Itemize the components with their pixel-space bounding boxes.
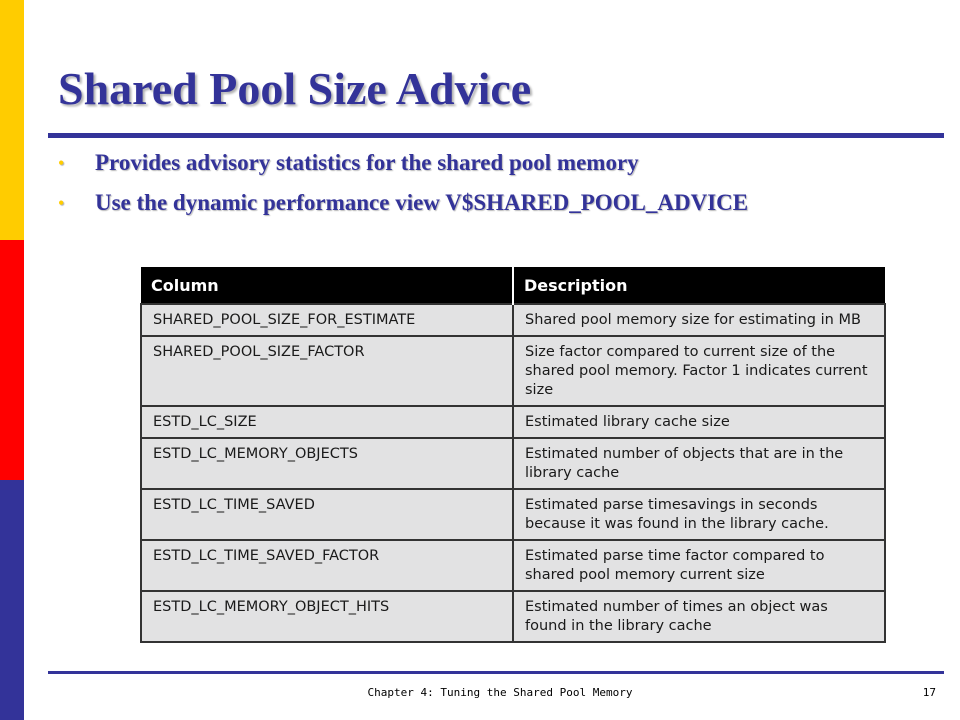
title-divider: [48, 133, 944, 138]
column-header: Column: [141, 267, 513, 304]
bullet-icon: •: [58, 153, 65, 173]
table-header-row: [141, 267, 885, 304]
column-name-cell: ESTD_LC_MEMORY_OBJECTS: [141, 438, 513, 489]
table-row: [141, 336, 885, 406]
table-row: [141, 304, 885, 336]
table-row: [141, 540, 885, 591]
description-header: Description: [513, 267, 885, 304]
description-cell: Estimated number of objects that are in the library cache: [513, 438, 885, 489]
description-cell: Shared pool memory size for estimating in MB: [513, 304, 885, 336]
page-number: 17: [922, 686, 936, 699]
left-color-bar: [0, 0, 24, 720]
sidebar-red-band: [0, 240, 24, 480]
sidebar-yellow-band: [0, 0, 24, 240]
column-name-cell: ESTD_LC_TIME_SAVED_FACTOR: [141, 540, 513, 591]
advice-columns-table: [140, 267, 886, 643]
column-name-cell: ESTD_LC_MEMORY_OBJECT_HITS: [141, 591, 513, 642]
column-name-cell: ESTD_LC_SIZE: [141, 406, 513, 438]
bullet-text: Use the dynamic performance view V$SHARED_POOL_ADVICE: [95, 190, 749, 215]
column-name-cell: SHARED_POOL_SIZE_FOR_ESTIMATE: [141, 304, 513, 336]
description-cell: Estimated number of times an object was found in the library cache: [513, 591, 885, 642]
description-cell: Estimated parse time factor compared to shared pool memory current size: [513, 540, 885, 591]
bullet-text: Provides advisory statistics for the shared pool memory: [95, 150, 639, 175]
table-row: [141, 591, 885, 642]
description-cell: Estimated parse timesavings in seconds because it was found in the library cache.: [513, 489, 885, 540]
slide-title: Shared Pool Size Advice: [58, 63, 532, 114]
column-name-cell: ESTD_LC_TIME_SAVED: [141, 489, 513, 540]
footer-divider: [48, 671, 944, 674]
footer-chapter-title: Chapter 4: Tuning the Shared Pool Memory: [367, 686, 633, 699]
table-row: [141, 438, 885, 489]
description-cell: Estimated library cache size: [513, 406, 885, 438]
bullet-icon: •: [58, 193, 65, 213]
description-cell: Size factor compared to current size of the shared pool memory. Factor 1 indicates current size: [513, 336, 885, 406]
table-row: [141, 406, 885, 438]
sidebar-blue-band: [0, 480, 24, 720]
column-name-cell: SHARED_POOL_SIZE_FACTOR: [141, 336, 513, 406]
table-row: [141, 489, 885, 540]
